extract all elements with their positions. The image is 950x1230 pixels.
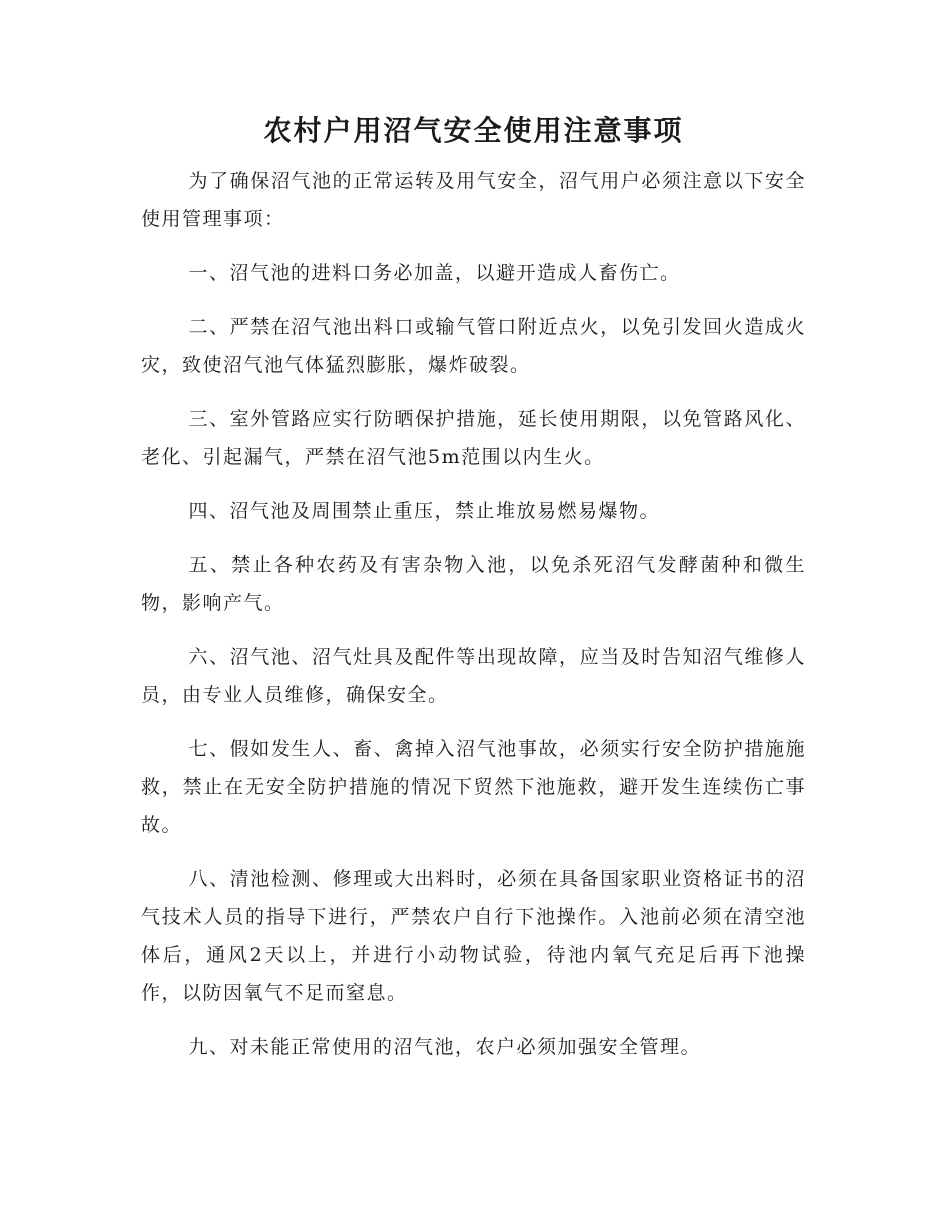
rule-item-5: 五、禁止各种农药及有害杂物入池，以免杀死沼气发酵菌种和微生物，影响产气。	[141, 554, 806, 614]
rule-item-9: 九、对未能正常使用的沼气池，农户必须加强安全管理。	[188, 1036, 702, 1058]
rule-item-4: 四、沼气池及周围禁止重压，禁止堆放易燃易爆物。	[188, 500, 661, 522]
rule-item-1: 一、沼气池的进料口务必加盖，以避开造成人畜伤亡。	[188, 262, 681, 284]
rule-item-6: 六、沼气池、沼气灶具及配件等出现故障，应当及时告知沼气维修人员，由专业人员维修，确保安全。	[141, 646, 806, 706]
intro-paragraph: 为了确保沼气池的正常运转及用气安全，沼气用户必须注意以下安全使用管理事项：	[141, 170, 806, 230]
rule-item-3: 三、室外管路应实行防晒保护措施，延长使用期限，以免管路风化、老化、引起漏气，严禁在沼气池5m范围以内生火。	[141, 408, 806, 468]
rule-item-7: 七、假如发生人、畜、禽掉入沼气池事故，必须实行安全防护措施施救，禁止在无安全防护措施的情况下贸然下池施救，避开发生连续伤亡事故。	[141, 738, 806, 836]
document-page	[141, 108, 806, 1066]
rule-item-8: 八、清池检测、修理或大出料时，必须在具备国家职业资格证书的沼气技术人员的指导下进行，严禁农户自行下池操作。入池前必须在清空池体后，通风2天以上，并进行小动物试验，待池内氧气充足后再下池操作，以防因氧气不足而窒息。	[141, 868, 806, 1004]
document-title: 农村户用沼气安全使用注意事项	[263, 114, 684, 147]
rule-item-2: 二、严禁在沼气池出料口或输气管口附近点火，以免引发回火造成火灾，致使沼气池气体猛烈膨胀，爆炸破裂。	[141, 316, 806, 376]
